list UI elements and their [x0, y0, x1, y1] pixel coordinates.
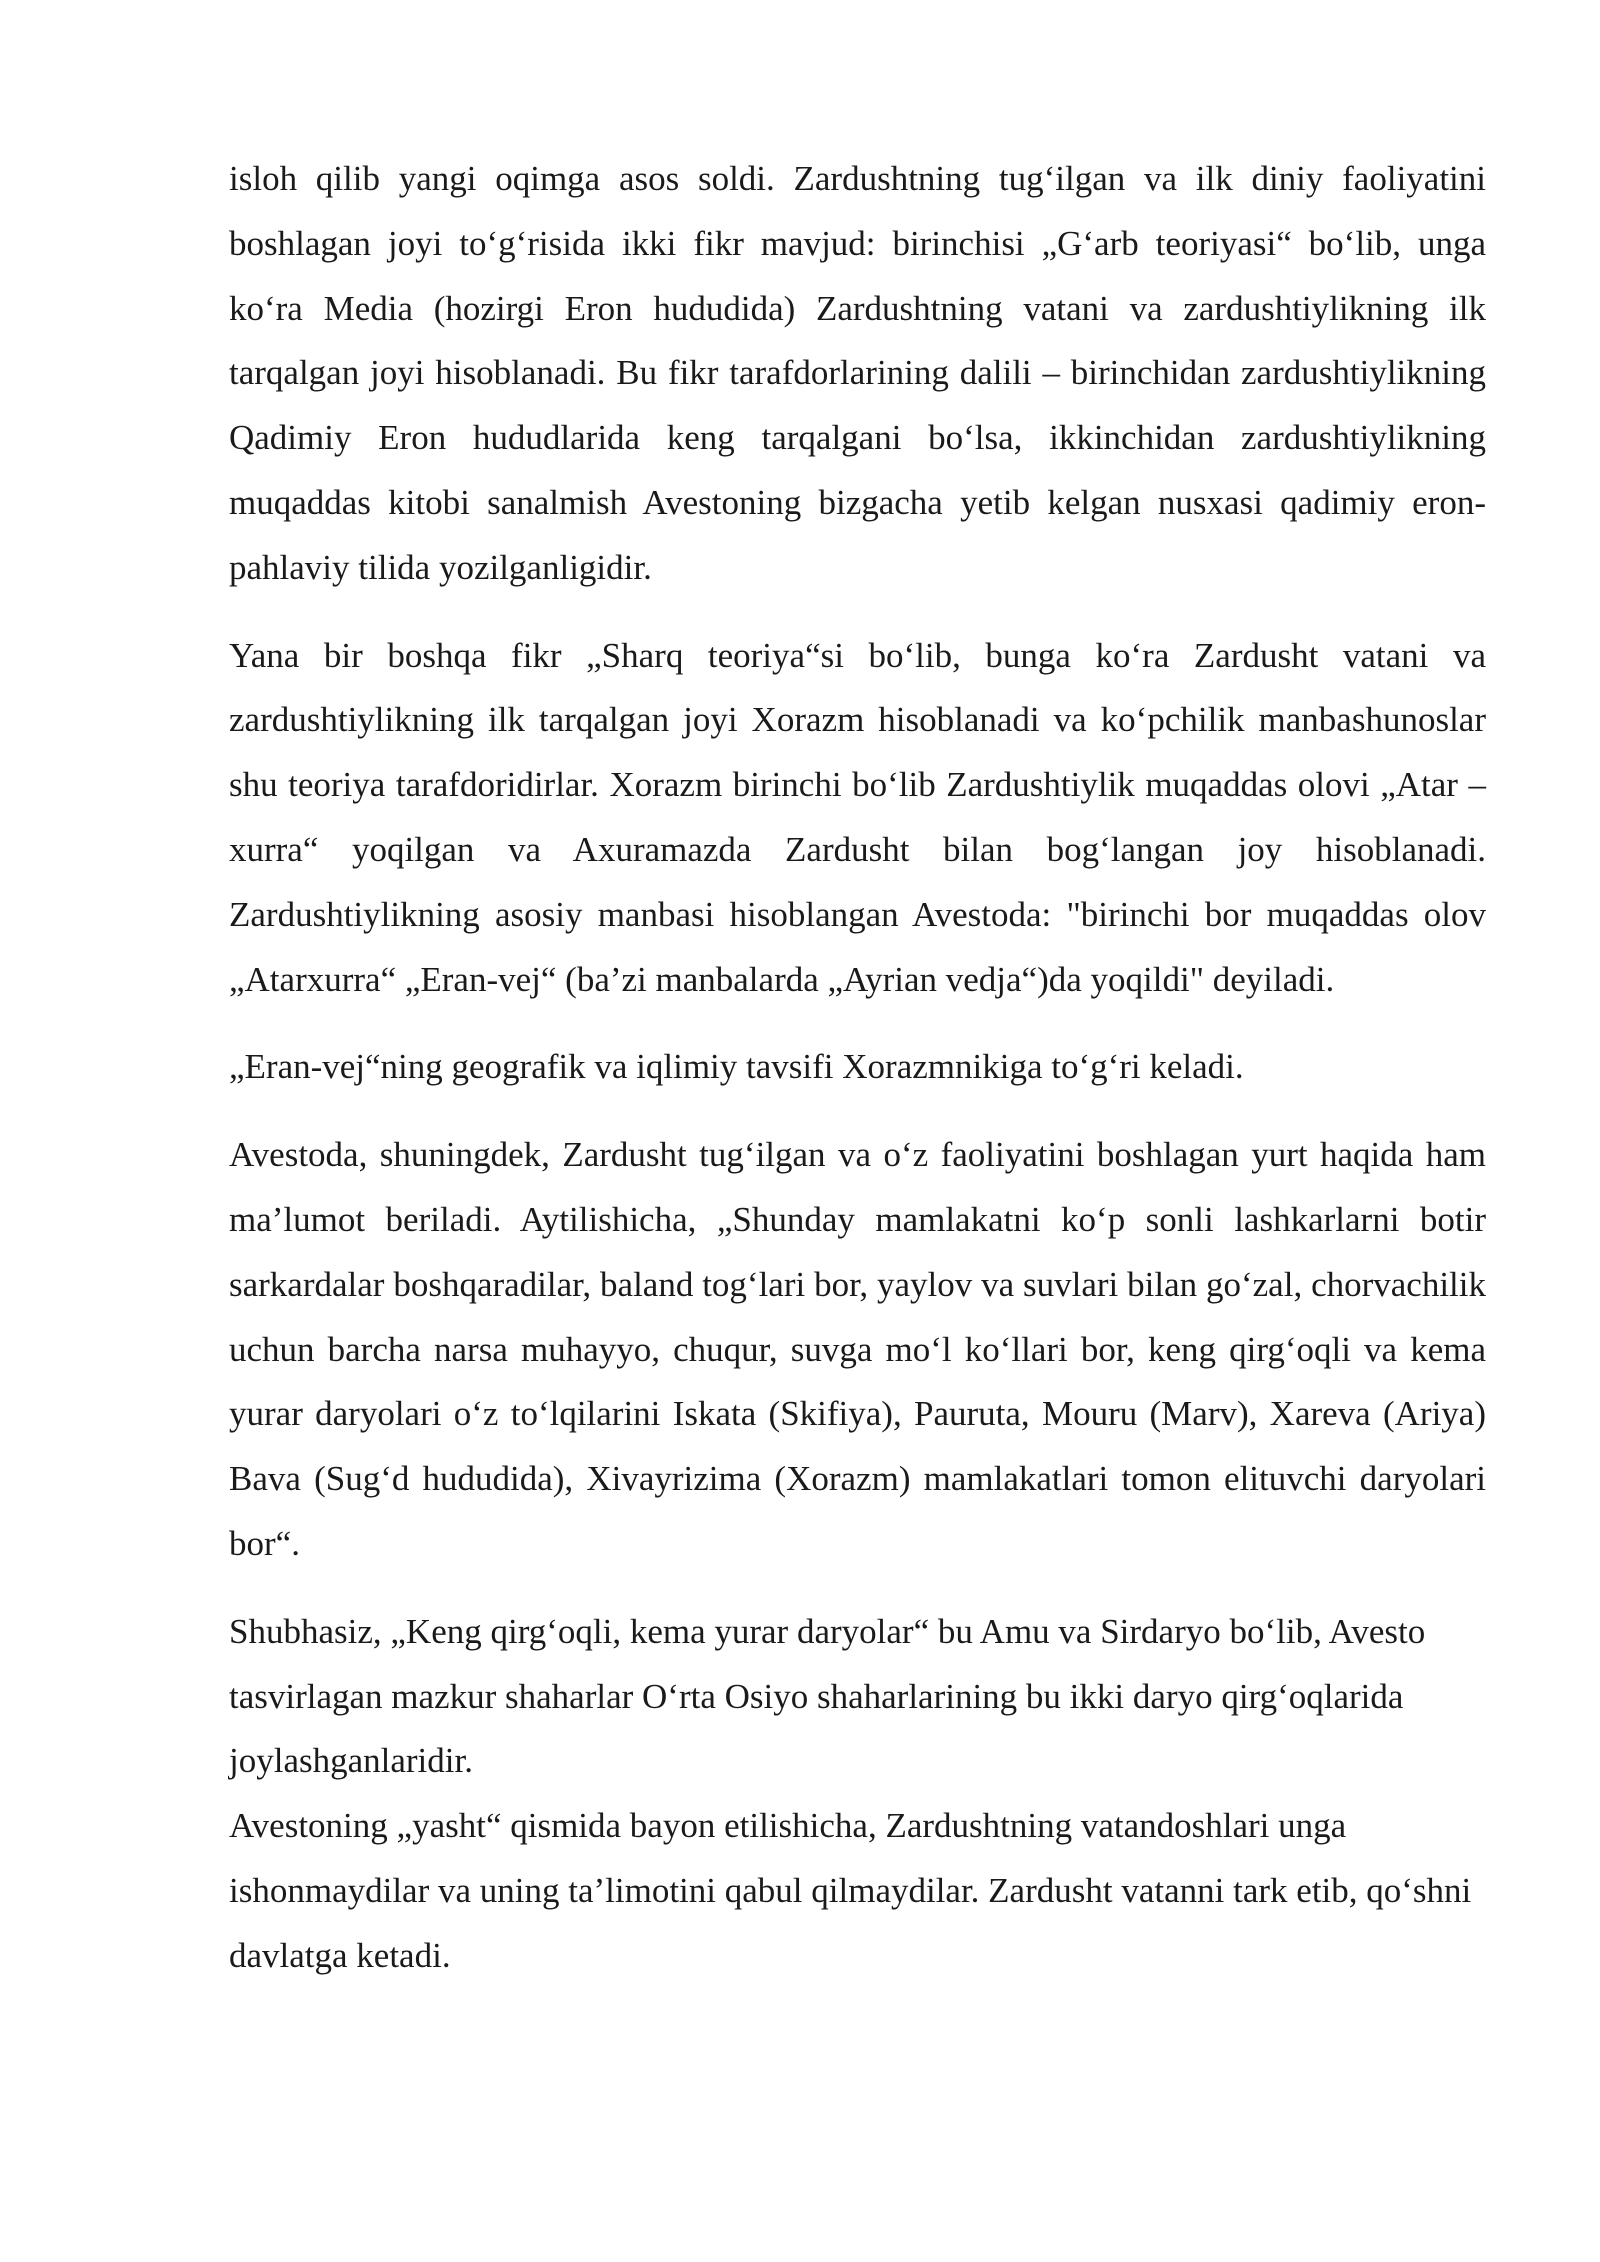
paragraph-6: Avestoning „yasht“ qismida bayon etilishicha, Zardushtning vatandoshlari unga ishonmaydilar va uning ta’limotini qabul qilmaydilar. Zardusht vatanni tark etib, qo‘shni davlatga ketadi.: [229, 1806, 1472, 1975]
paragraph-3: „Eran-vej“ning geografik va iqlimiy tavsifi Xorazmnikiga to‘g‘ri keladi.: [229, 1047, 1244, 1087]
paragraph-1: isloh qilib yangi oqimga asos soldi. Zardushtning tug‘ilgan va ilk diniy faoliyatini boshlagan joyi to‘g‘risida ikki fikr mavjud: birinchisi „G‘arb teoriyasi“ bo‘lib, unga ko‘ra Media (hozirgi Eron hududida) Zardushtning vatani va zardushtiylikning ilk tarqalgan joyi hisoblanadi. Bu fikr tarafdorlarining dalili – birinchidan zardushtiylikning Qadimiy Eron hududlarida keng tarqalgani bo‘lsa, ikkinchidan zardushtiylikning muqaddas kitobi sanalmish Avestoning bizgacha yetib kelgan nusxasi qadimiy eron-pahlaviy tilida yozilganligidir.: [229, 159, 1486, 587]
document-body: [229, 147, 1486, 1989]
paragraph-4: Avestoda, shuningdek, Zardusht tug‘ilgan va o‘z faoliyatini boshlagan yurt haqida ham ma’lumot beriladi. Aytilishicha, „Shunday mamlakatni ko‘p sonli lashkarlarni botir sarkardalar boshqaradilar, baland tog‘lari bor, yaylov va suvlari bilan go‘zal, chorvachilik uchun barcha narsa muhayyo, chuqur, suvga mo‘l ko‘llari bor, keng qirg‘oqli va kema yurar daryolari o‘z to‘lqilarini Iskata (Skifiya), Pauruta, Mouru (Marv), Xareva (Ariya) Bava (Sug‘d hududida), Xivayrizima (Xorazm) mamlakatlari tomon elituvchi daryolari bor“.: [229, 1135, 1486, 1563]
paragraph-5: Shubhasiz, „Keng qirg‘oqli, kema yurar daryolar“ bu Amu va Sirdaryo bo‘lib, Avesto tasvirlagan mazkur shaharlar O‘rta Osiyo shaharlarining bu ikki daryo qirg‘oqlarida joylashganlaridir.: [229, 1611, 1426, 1781]
paragraph-2: Yana bir boshqa fikr „Sharq teoriya“si bo‘lib, bunga ko‘ra Zardusht vatani va zardushtiylikning ilk tarqalgan joyi Xorazm hisoblanadi va ko‘pchilik manbashunoslar shu teoriya tarafdoridirlar. Xorazm birinchi bo‘lib Zardushtiylik muqaddas olovi „Atar – xurra“ yoqilgan va Axuramazda Zardusht bilan bog‘langan joy hisoblanadi. Zardushtiylikning asosiy manbasi hisoblangan Avestoda: "birinchi bor muqaddas olov „Atarxurra“ „Eran-vej“ (ba’zi manbalarda „Ayrian vedja“)da yoqildi" deyiladi.: [229, 635, 1486, 999]
